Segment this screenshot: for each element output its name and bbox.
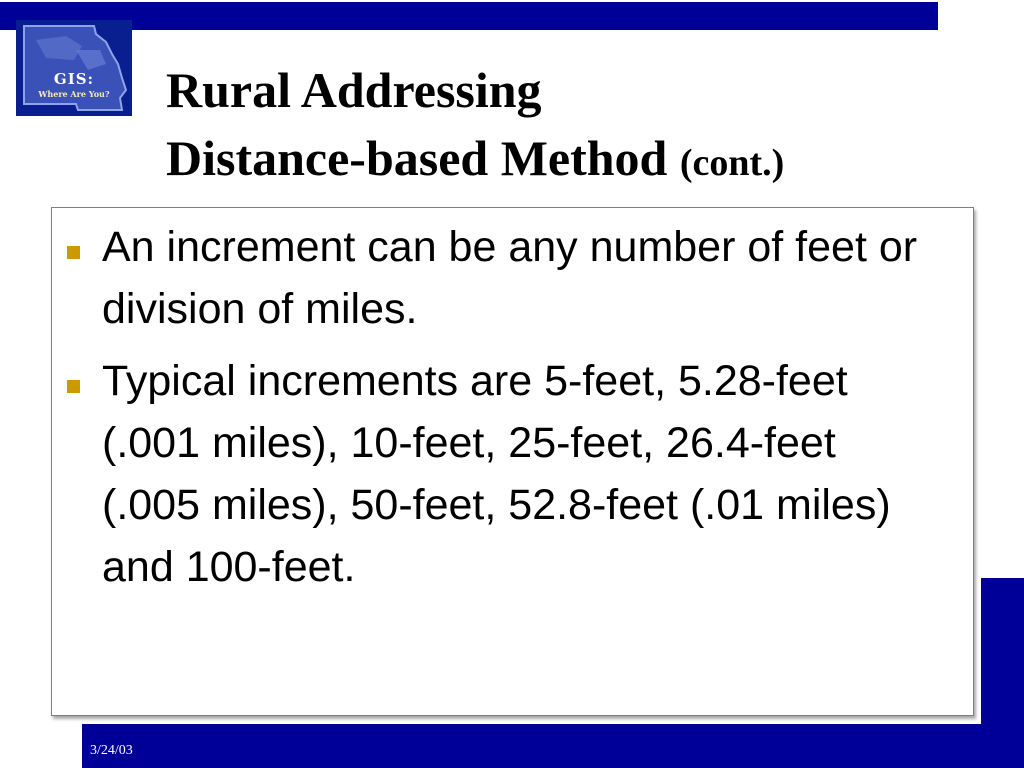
top-accent-bar (0, 2, 938, 30)
bottom-accent-bar (82, 724, 1024, 768)
slide-title-line1: Rural Addressing (166, 62, 542, 118)
square-bullet-icon (67, 380, 80, 393)
slide-date: 3/24/03 (90, 743, 133, 758)
logo-title: GIS: (53, 70, 95, 88)
bullet-list (52, 216, 973, 598)
bullet-text: Typical increments are 5-feet, 5.28-feet (.001 miles), 10-feet, 25-feet, 26.4-feet (.005 miles), 50-feet, 52.8-feet (.01 miles) and 100-feet. (102, 357, 891, 591)
slide-title-suffix: (cont.) (679, 142, 785, 184)
missouri-map-icon (16, 20, 132, 116)
slide-title (166, 56, 946, 197)
gis-logo (16, 20, 132, 116)
logo-subtitle: Where Are You? (38, 89, 110, 99)
square-bullet-icon (67, 246, 80, 259)
bullet-item (52, 216, 973, 340)
slide-title-main: Distance-based Method (166, 130, 668, 186)
bullet-text: An increment can be any number of feet or division of miles. (102, 223, 918, 333)
slide-title-line2 (166, 124, 946, 197)
bullet-item (52, 350, 973, 598)
content-box (51, 207, 974, 716)
